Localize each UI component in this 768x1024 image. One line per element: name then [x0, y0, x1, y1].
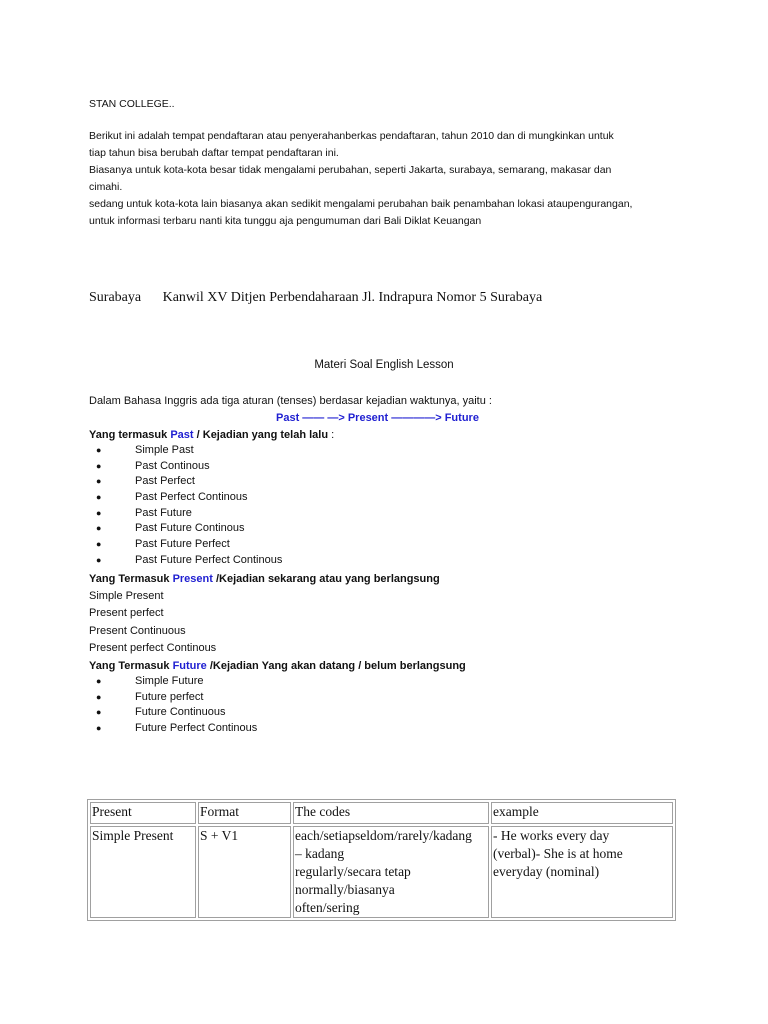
list-item: ● Past Perfect Continous — [89, 490, 282, 506]
bullet-icon: ● — [96, 539, 102, 550]
intro-line: Berikut ini adalah tempat pendaftaran atau penyerahanberkas pendaftaran, tahun 2010 dan di mungkinkan untuk — [89, 130, 614, 142]
intro-line: cimahi. — [89, 181, 123, 193]
list-item: ● Simple Past — [89, 443, 282, 459]
bullet-icon: ● — [96, 707, 102, 718]
future-keyword: Future — [172, 660, 207, 672]
bullet-icon: ● — [96, 445, 102, 455]
list-item: Present perfect Continous — [89, 641, 217, 654]
present-tense-list — [89, 588, 216, 657]
tense-timeline: Past —— —> Present ————> Future — [276, 412, 479, 424]
future-heading: Yang Termasuk Future /Kejadian Yang akan datang / belum berlangsung — [89, 660, 466, 672]
table-cell-tense: Simple Present — [90, 826, 196, 918]
list-item: Simple Present — [89, 590, 164, 602]
table-header-row — [90, 802, 673, 824]
past-keyword: Past — [170, 429, 194, 441]
past-tense-list — [89, 443, 282, 569]
bullet-icon: ● — [96, 676, 102, 686]
list-item: ● Past Perfect — [89, 474, 282, 490]
bullet-icon: ● — [96, 492, 102, 503]
lesson-title: Materi Soal English Lesson — [314, 359, 454, 371]
bullet-icon: ● — [96, 476, 102, 487]
table-header: Format — [198, 802, 291, 824]
lesson-intro: Dalam Bahasa Inggris ada tiga aturan (tenses) berdasar kejadian waktunya, yaitu : — [89, 395, 492, 407]
list-item: ● Past Future — [89, 506, 282, 522]
intro-line: tiap tahun bisa berubah daftar tempat pendaftaran ini. — [89, 147, 339, 159]
table-cell-example: - He works every day (verbal)- She is at home everyday (nominal) — [491, 826, 673, 918]
list-item: Present perfect — [89, 607, 164, 620]
list-item: ● Past Future Perfect Continous — [89, 553, 282, 569]
bullet-icon: ● — [96, 460, 102, 471]
intro-line: untuk informasi terbaru nanti kita tunggu aja pengumuman dari Bali Diklat Keuangan — [89, 215, 482, 227]
list-item: ● Past Continous — [89, 459, 282, 475]
bullet-icon: ● — [96, 691, 102, 702]
table-row — [90, 826, 673, 918]
table-cell-codes: each/setiapseldom/rarely/kadang – kadang regularly/secara tetap normally/biasanya often/sering — [293, 826, 489, 918]
table-header: The codes — [293, 802, 489, 824]
table-header: Present — [90, 802, 196, 824]
list-item: ● Future Perfect Continous — [89, 721, 257, 737]
list-item: ● Past Future Perfect — [89, 537, 282, 553]
location-address: Kanwil XV Ditjen Perbendaharaan Jl. Indrapura Nomor 5 Surabaya — [162, 290, 543, 305]
intro-section — [89, 96, 689, 230]
intro-line: sedang untuk kota-kota lain biasanya akan sedikit mengalami perubahan baik penambahan lokasi ataupengurangan, — [89, 198, 633, 210]
list-item: ● Past Future Continous — [89, 521, 282, 537]
past-heading: Yang termasuk Past / Kejadian yang telah lalu : — [89, 429, 335, 441]
bullet-icon: ● — [96, 507, 102, 518]
location-city: Surabaya — [89, 290, 142, 305]
location-line — [89, 290, 542, 306]
bullet-icon: ● — [96, 523, 102, 534]
table-cell-format: S + V1 — [198, 826, 291, 918]
list-item: ● Future perfect — [89, 690, 257, 706]
future-tense-list — [89, 674, 257, 737]
tense-table — [87, 799, 676, 921]
present-keyword: Present — [172, 573, 213, 585]
intro-line: Biasanya untuk kota-kota besar tidak mengalami perubahan, seperti Jakarta, surabaya, semarang, makasar dan — [89, 164, 612, 176]
list-item: Present Continuous — [89, 624, 186, 637]
table-header: example — [491, 802, 673, 824]
list-item: ● Simple Future — [89, 674, 257, 690]
bullet-icon: ● — [96, 723, 102, 734]
bullet-icon: ● — [96, 554, 102, 565]
present-heading: Yang Termasuk Present /Kejadian sekarang atau yang berlangsung — [89, 573, 440, 585]
intro-heading: STAN COLLEGE.. — [89, 98, 175, 110]
list-item: ● Future Continuous — [89, 705, 257, 721]
